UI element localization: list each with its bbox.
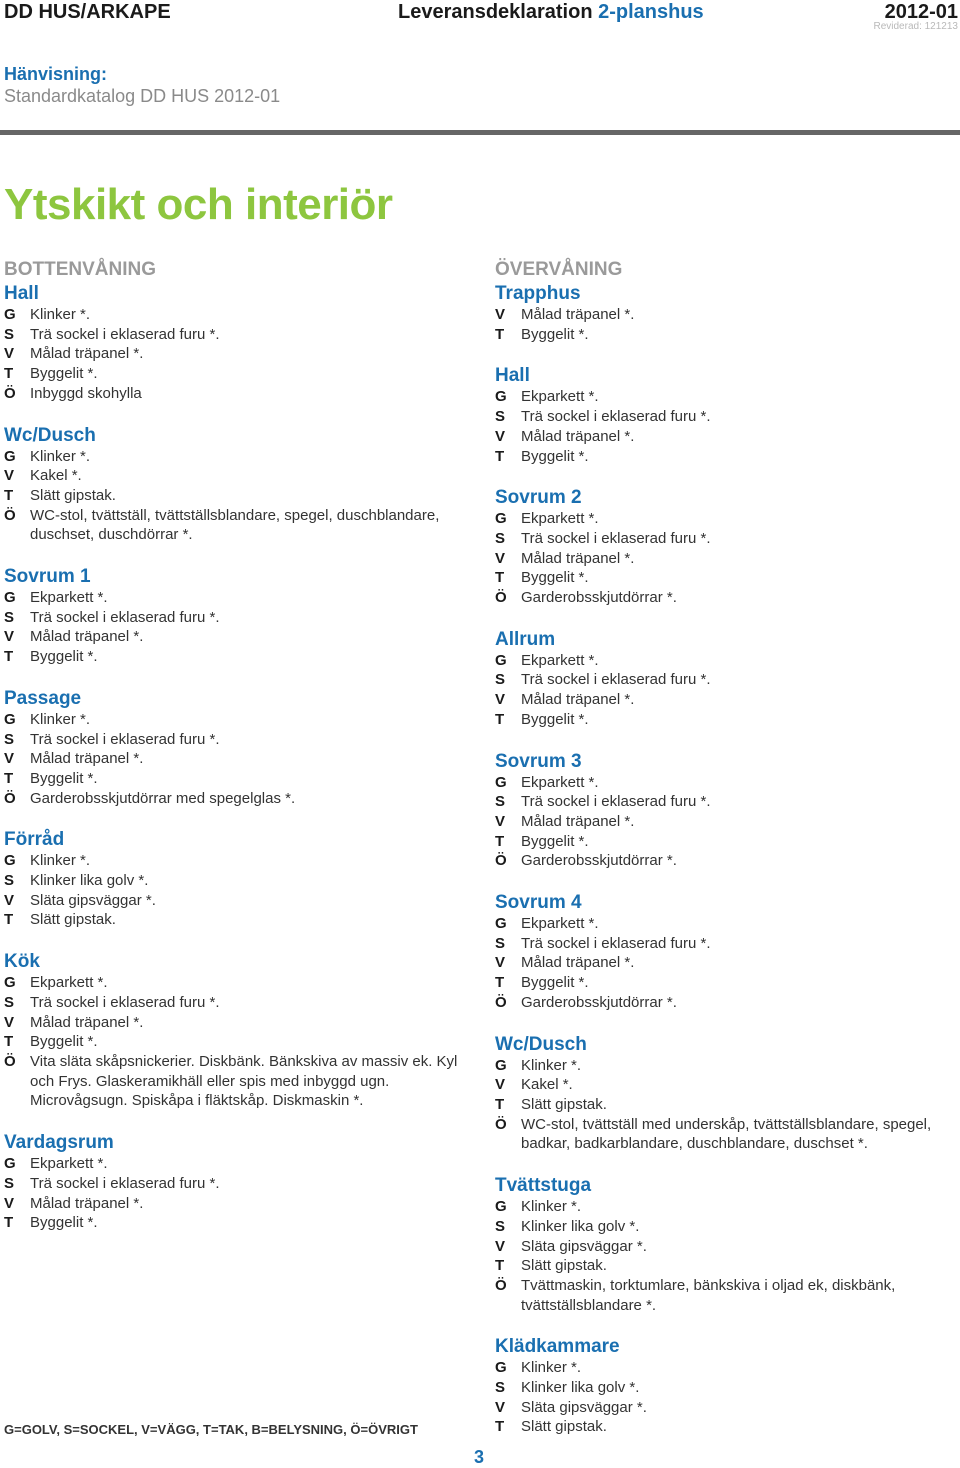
spec-code: T [495, 1095, 505, 1113]
spec-code: G [4, 447, 16, 465]
spec-code: V [495, 306, 506, 323]
spec-line [4, 608, 474, 628]
spec-text: Trä sockel i eklaserad furu *. [30, 1174, 220, 1192]
spec-text: Trä sockel i eklaserad furu *. [30, 730, 220, 748]
spec-line [4, 627, 474, 647]
spec-code: G [495, 1056, 507, 1074]
spec-text: Målad träpanel *. [521, 549, 635, 567]
spec-line [4, 1013, 474, 1033]
spec-code: S [4, 608, 15, 626]
spec-text: Garderobsskjutdörrar *. [521, 589, 677, 607]
spec-code: V [4, 467, 15, 485]
spec-code: G [4, 974, 16, 992]
spec-code: T [495, 569, 505, 587]
document-date: 2012-01 [884, 1, 958, 23]
spec-line [495, 812, 960, 832]
spec-code: S [4, 325, 15, 343]
room-section [495, 891, 960, 1013]
spec-text: Ekparkett *. [521, 773, 599, 791]
spec-line [495, 851, 960, 871]
spec-line [4, 710, 474, 730]
spec-line [495, 407, 960, 427]
spec-text: Byggelit *. [521, 325, 589, 343]
spec-code: Ö [495, 993, 507, 1011]
spec-line [4, 851, 474, 871]
room-section [495, 628, 960, 730]
room-title: Förråd [4, 829, 65, 851]
spec-text: Klinker lika golv *. [30, 872, 149, 890]
spec-code: V [4, 345, 15, 363]
spec-code: V [495, 1237, 506, 1255]
spec-text: Byggelit *. [30, 648, 98, 666]
spec-line [495, 993, 960, 1013]
room-section [4, 1131, 474, 1233]
spec-text: Klinker lika golv *. [521, 1379, 640, 1397]
spec-line [495, 509, 960, 529]
spec-code: T [495, 325, 505, 343]
spec-code: G [495, 915, 507, 933]
spec-code: G [4, 710, 16, 728]
room-title: Sovrum 4 [495, 892, 582, 914]
spec-code: T [495, 974, 505, 992]
spec-text: Trä sockel i eklaserad furu *. [30, 993, 220, 1011]
spec-line [4, 447, 474, 467]
spec-line [495, 1075, 960, 1095]
spec-line [4, 973, 474, 993]
spec-text: Trä sockel i eklaserad furu *. [521, 529, 711, 547]
spec-text: Klinker *. [30, 447, 91, 465]
spec-text: Byggelit *. [30, 1033, 98, 1051]
spec-line [495, 387, 960, 407]
room-section [495, 1174, 960, 1315]
spec-text: Byggelit *. [521, 974, 589, 992]
spec-code: G [4, 1155, 16, 1173]
spec-code: G [495, 510, 507, 528]
spec-text: Ekparkett *. [521, 915, 599, 933]
document-title [398, 1, 704, 24]
spec-text: Målad träpanel *. [30, 345, 144, 363]
page-number: 3 [474, 1447, 485, 1467]
spec-code: V [495, 691, 506, 709]
room-section [495, 364, 960, 466]
spec-line [4, 789, 474, 809]
spec-text: Byggelit *. [521, 832, 589, 850]
spec-line [495, 1115, 960, 1154]
room-section [495, 486, 960, 608]
spec-text: Målad träpanel *. [521, 427, 635, 445]
spec-code: V [4, 1013, 15, 1031]
spec-text: Byggelit *. [521, 710, 589, 728]
spec-text: Klinker *. [30, 852, 91, 870]
upper-floor-column [495, 258, 960, 1457]
spec-line [4, 344, 474, 364]
spec-text: Målad träpanel *. [521, 812, 635, 830]
document-header [0, 0, 960, 36]
room-section [495, 1033, 960, 1155]
spec-line [4, 305, 474, 325]
spec-code: G [495, 1359, 507, 1377]
spec-code: Ö [495, 1115, 507, 1133]
spec-line [495, 953, 960, 973]
spec-line [4, 910, 474, 930]
document-title-prefix: Leveransdeklaration [398, 1, 599, 23]
spec-code: S [4, 730, 15, 748]
room-section [495, 282, 960, 344]
spec-code: Ö [4, 1052, 16, 1070]
room-title: Sovrum 3 [495, 750, 582, 772]
spec-line [495, 529, 960, 549]
spec-text: Garderobsskjutdörrar *. [521, 993, 677, 1011]
spec-text: Garderobsskjutdörrar med spegelglas *. [30, 789, 296, 807]
spec-text: Klinker *. [521, 1056, 582, 1074]
spec-text: Klinker *. [30, 306, 91, 323]
spec-text: Släta gipsväggar *. [30, 891, 156, 909]
spec-line [495, 1217, 960, 1237]
spec-text: Klinker *. [521, 1198, 582, 1216]
spec-text: Klinker *. [521, 1359, 582, 1377]
spec-text: Trä sockel i eklaserad furu *. [521, 408, 711, 426]
spec-code: V [495, 427, 506, 445]
spec-line [495, 427, 960, 447]
spec-code: Ö [4, 384, 16, 402]
spec-line [495, 588, 960, 608]
spec-line [4, 891, 474, 911]
room-section [495, 1335, 960, 1437]
spec-text: Släta gipsväggar *. [521, 1398, 647, 1416]
room-title: Kök [4, 951, 40, 973]
spec-line [495, 710, 960, 730]
spec-text: Ekparkett *. [30, 589, 108, 607]
spec-line [495, 447, 960, 467]
spec-code: T [4, 1033, 14, 1051]
spec-text: Målad träpanel *. [30, 1194, 144, 1212]
spec-code: G [4, 306, 16, 323]
page-title: Ytskikt och interiör [4, 180, 393, 229]
spec-line [4, 384, 474, 404]
spec-code: T [4, 486, 14, 504]
room-title: Sovrum 1 [4, 566, 91, 588]
spec-text: Byggelit *. [521, 447, 589, 465]
header-divider [0, 130, 960, 135]
floor-heading: ÖVERVÅNING [495, 259, 623, 280]
spec-code: Ö [495, 852, 507, 870]
room-section [4, 828, 474, 930]
spec-code: T [495, 832, 505, 850]
spec-code: Ö [4, 506, 16, 524]
spec-code: V [495, 1398, 506, 1416]
spec-text: Trä sockel i eklaserad furu *. [30, 608, 220, 626]
room-title: Hall [495, 365, 530, 387]
spec-code: G [495, 773, 507, 791]
spec-line [4, 1032, 474, 1052]
spec-text: Ekparkett *. [521, 651, 599, 669]
spec-code: T [4, 1214, 14, 1232]
spec-text: Ekparkett *. [521, 510, 599, 528]
spec-code: S [495, 529, 506, 547]
room-section [4, 424, 474, 546]
room-section [4, 687, 474, 809]
spec-text: Kakel *. [521, 1076, 573, 1094]
spec-line [4, 325, 474, 345]
spec-code: V [495, 549, 506, 567]
room-title: Klädkammare [495, 1336, 620, 1358]
spec-text: Trä sockel i eklaserad furu *. [521, 934, 711, 952]
spec-code: S [4, 872, 15, 890]
spec-text: Slätt gipstak. [521, 1095, 607, 1113]
spec-line [4, 364, 474, 384]
spec-text: Inbyggd skohylla [30, 384, 142, 402]
spec-text: Byggelit *. [30, 769, 98, 787]
spec-text: Ekparkett *. [30, 1155, 108, 1173]
spec-code: T [4, 365, 14, 383]
spec-text: Vita släta skåpsnickerier. Diskbänk. Bänkskiva av massiv ek. Kyl och Frys. Glaskeramikhäll eller spis med inbyggd ugn. Microvågsugn. Spiskåpa i fläktskåp. Diskmaskin *. [30, 1052, 458, 1110]
spec-text: Ekparkett *. [30, 974, 108, 992]
spec-line [495, 1095, 960, 1115]
spec-line [495, 914, 960, 934]
room-section [4, 282, 474, 404]
spec-code: Ö [4, 789, 16, 807]
spec-line [495, 832, 960, 852]
spec-text: Målad träpanel *. [30, 1013, 144, 1031]
spec-code: S [495, 1379, 506, 1397]
reference-value: Standardkatalog DD HUS 2012-01 [4, 86, 281, 106]
document-title-accent: 2-planshus [598, 1, 704, 23]
spec-text: WC-stol, tvättställ med underskåp, tvättställsblandare, spegel, badkar, badkarblandare, duschblandare, duschset *. [521, 1115, 932, 1153]
spec-line [4, 730, 474, 750]
spec-text: Garderobsskjutdörrar *. [521, 852, 677, 870]
spec-text: Trä sockel i eklaserad furu *. [521, 793, 711, 811]
spec-line [4, 647, 474, 667]
room-title: Wc/Dusch [4, 424, 96, 446]
ground-floor-column [4, 258, 474, 1253]
spec-line [495, 1256, 960, 1276]
spec-line [4, 1052, 474, 1111]
spec-line [4, 749, 474, 769]
spec-code: V [4, 628, 15, 646]
spec-text: Tvättmaskin, torktumlare, bänkskiva i oljad ek, diskbänk, tvättställsblandare *. [521, 1276, 896, 1314]
spec-line [495, 973, 960, 993]
spec-text: WC-stol, tvättställ, tvättställsblandare, spegel, duschblandare, duschset, duschdörrar *. [30, 506, 440, 544]
spec-code: S [4, 993, 15, 1011]
spec-text: Slätt gipstak. [521, 1418, 607, 1436]
company-name: DD HUS/ARKAPE [4, 1, 171, 23]
spec-line [495, 1197, 960, 1217]
reference-label: Hänvisning: [4, 64, 108, 84]
spec-code: S [495, 1217, 506, 1235]
spec-line [495, 670, 960, 690]
spec-text: Trä sockel i eklaserad furu *. [30, 325, 220, 343]
spec-text: Trä sockel i eklaserad furu *. [521, 671, 711, 689]
spec-text: Byggelit *. [30, 1214, 98, 1232]
spec-text: Slätt gipstak. [30, 911, 116, 929]
spec-line [495, 1378, 960, 1398]
spec-text: Släta gipsväggar *. [521, 1237, 647, 1255]
spec-text: Målad träpanel *. [521, 691, 635, 709]
spec-code: S [495, 671, 506, 689]
legend: G=GOLV, S=SOCKEL, V=VÄGG, T=TAK, B=BELYSNING, Ö=ÖVRIGT [4, 1422, 418, 1437]
spec-line [495, 305, 960, 325]
spec-line [495, 1056, 960, 1076]
spec-text: Klinker *. [30, 710, 91, 728]
spec-text: Byggelit *. [30, 365, 98, 383]
spec-code: Ö [495, 589, 507, 607]
room-section [4, 565, 474, 667]
spec-text: Målad träpanel *. [30, 628, 144, 646]
spec-code: S [495, 408, 506, 426]
room-title: Wc/Dusch [495, 1033, 587, 1055]
room-section [4, 950, 474, 1111]
spec-line [4, 769, 474, 789]
spec-line [495, 651, 960, 671]
spec-code: T [495, 710, 505, 728]
spec-code: T [495, 447, 505, 465]
spec-line [495, 1398, 960, 1418]
spec-line [4, 993, 474, 1013]
spec-line [495, 934, 960, 954]
spec-code: S [495, 793, 506, 811]
spec-code: V [4, 750, 15, 768]
spec-line [495, 773, 960, 793]
spec-line [495, 1358, 960, 1378]
spec-text: Målad träpanel *. [30, 750, 144, 768]
room-title: Sovrum 2 [495, 487, 582, 509]
spec-code: T [495, 1418, 505, 1436]
spec-code: T [4, 769, 14, 787]
spec-line [4, 588, 474, 608]
spec-text: Klinker lika golv *. [521, 1217, 640, 1235]
spec-line [495, 568, 960, 588]
spec-code: G [495, 651, 507, 669]
room-section [495, 750, 960, 872]
spec-code: Ö [495, 1276, 507, 1294]
spec-line [4, 1174, 474, 1194]
spec-code: V [4, 1194, 15, 1212]
spec-line [4, 1194, 474, 1214]
spec-code: S [4, 1174, 15, 1192]
spec-line [4, 1213, 474, 1233]
spec-line [495, 792, 960, 812]
spec-text: Kakel *. [30, 467, 82, 485]
spec-line [495, 1237, 960, 1257]
spec-code: T [4, 648, 14, 666]
spec-code: T [495, 1257, 505, 1275]
spec-line [4, 486, 474, 506]
floor-heading: BOTTENVÅNING [4, 259, 156, 280]
spec-line [495, 549, 960, 569]
spec-code: G [4, 852, 16, 870]
spec-line [4, 506, 474, 545]
spec-code: G [495, 1198, 507, 1216]
spec-code: V [495, 1076, 506, 1094]
ground-floor-sections [4, 282, 474, 1233]
spec-text: Slätt gipstak. [521, 1257, 607, 1275]
spec-text: Byggelit *. [521, 569, 589, 587]
spec-line [495, 1276, 960, 1315]
spec-code: V [495, 954, 506, 972]
upper-floor-sections [495, 282, 960, 1437]
room-title: Trapphus [495, 283, 581, 304]
room-title: Allrum [495, 628, 556, 650]
spec-code: G [495, 388, 507, 406]
spec-line [4, 871, 474, 891]
spec-text: Ekparkett *. [521, 388, 599, 406]
spec-code: G [4, 589, 16, 607]
spec-line [495, 325, 960, 345]
spec-line [4, 1154, 474, 1174]
room-title: Tvättstuga [495, 1175, 592, 1197]
spec-code: V [4, 891, 15, 909]
room-title: Hall [4, 283, 39, 304]
spec-code: T [4, 911, 14, 929]
spec-line [495, 1417, 960, 1437]
spec-line [4, 466, 474, 486]
revision-note: Reviderad: 121213 [873, 21, 958, 32]
spec-text: Målad träpanel *. [521, 306, 635, 323]
spec-code: S [495, 934, 506, 952]
spec-code: V [495, 812, 506, 830]
room-title: Vardagsrum [4, 1132, 114, 1154]
spec-text: Målad träpanel *. [521, 954, 635, 972]
spec-text: Slätt gipstak. [30, 486, 116, 504]
spec-line [495, 690, 960, 710]
room-title: Passage [4, 687, 82, 709]
